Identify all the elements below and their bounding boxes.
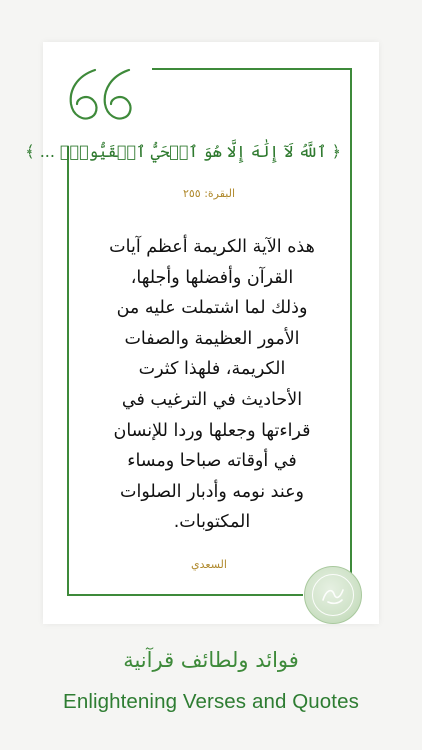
app-logo-icon <box>304 566 362 624</box>
caption-arabic: فوائد ولطائف قرآنية <box>123 648 299 672</box>
tafsir-line: الأمور العظيمة والصفات <box>124 328 300 349</box>
quote-card <box>25 42 379 624</box>
ayah-text: ﴿ ٱللَّهُ لَآ إِلَٰهَ إِلَّا هُوَ ٱلۡحَيُّ ٱلۡقَيُّومُۚ ... ﴾ <box>25 142 341 161</box>
frame-line-top <box>152 68 352 70</box>
caption-english: Enlightening Verses and Quotes <box>63 690 359 713</box>
ayah-reference: البقرة: ٢٥٥ <box>182 187 236 200</box>
tafsir-line: المكتوبات. <box>173 512 251 533</box>
logo-calligraphy-icon <box>312 574 354 616</box>
tafsir-line: في أوقاته صباحا ومساء <box>127 451 297 472</box>
tafsir-line: وعند نومه وأدبار الصلوات <box>119 481 304 502</box>
tafsir-line: هذه الآية الكريمة أعظم آيات <box>109 237 315 257</box>
author-name: السعدي <box>191 558 227 571</box>
tafsir-line: وذلك لما اشتملت عليه من <box>116 298 308 319</box>
frame-line-right <box>350 68 352 596</box>
tafsir-line: الكريمة، فلهذا كثرت <box>138 359 286 380</box>
tafsir-line: الأحاديث في الترغيب في <box>121 389 303 410</box>
tafsir-line: قراءتها وجعلها وردا للإنسان <box>113 420 311 441</box>
quote-marks-icon <box>65 64 135 126</box>
tafsir-text <box>87 232 337 538</box>
frame-line-left <box>67 146 69 596</box>
frame-line-bottom <box>67 594 303 596</box>
tafsir-line: القرآن وأفضلها وأجلها، <box>130 267 294 288</box>
